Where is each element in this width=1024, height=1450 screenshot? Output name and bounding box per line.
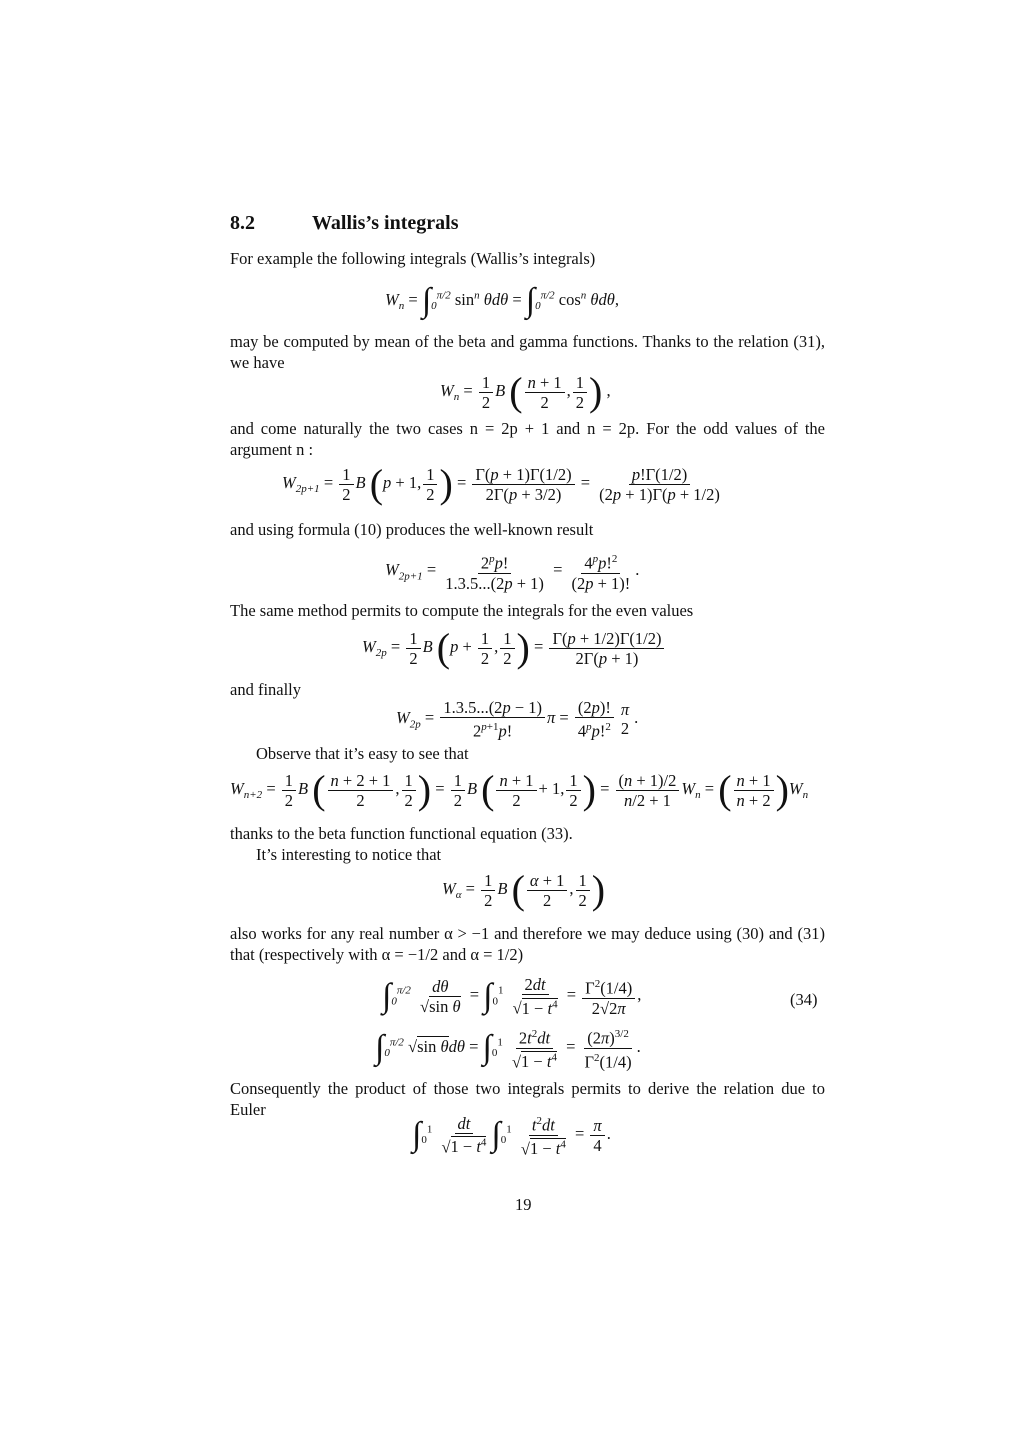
equation-euler: $\int_0^1$ $\frac{dt}{√1 - t^4}$ $\int_0^1$ $\frac{t^2dt}{√1 - t^4}$ = $\frac{\pi}{4}$ . <box>412 1113 611 1158</box>
equation-even-result: $W_{2p}$ = $\frac{1.3.5...(2p - 1)}{2^{p+1}p!}$ π = $\frac{(2p)!}{4^pp!^2}$ π 2 . <box>396 698 639 741</box>
paragraph: For example the following integrals (Wallis’s integrals) <box>230 249 596 268</box>
equation-34-line2: $\int_0^{\pi/2}$ √sin $\theta d\theta = \int_0^1$ $\frac{2t^2dt}{√1 - t^4}$ = $\frac{(2\pi)^{3/2}}{\Gamma^2(1/4)}$ . <box>375 1025 641 1071</box>
equation-wn-beta: $W_n$ = $\frac{1}{2}$ B ( $\frac{n + 1}{2}$ , $\frac{1}{2}$ ) , <box>440 369 611 414</box>
equation-even-case: $W_{2p}$ = $\frac{1}{2}$ B (p + $\frac{1}{2}$ , $\frac{1}{2}$ ) = $\frac{\Gamma(p + 1/2)\Gamma(1/2)}{2\Gamma(p + 1)}$ <box>362 628 666 668</box>
equation-walpha: $W_\alpha$ = $\frac{1}{2}$ B ( $\frac{\alpha + 1}{2}$ , $\frac{1}{2}$ ) <box>442 867 606 912</box>
paragraph: and using formula (10) produces the well-known result <box>230 520 594 539</box>
section-heading <box>230 212 458 235</box>
equation-34-line1: $\int_0^{\pi/2}$ $\frac{d\theta}{\text{√sin θ}}$ = $\int_0^1$ $\frac{2dt}{√1 - t^4}$ = $\frac{\Gamma^2(1/4)}{2√2\pi}$ , <box>382 975 642 1018</box>
equation-wallis-definition: $W_n = \int_0^{\pi/2}$ $\sin^n \theta d\theta = \int_0^{\pi/2}$ $\cos^n \theta d\theta$, <box>385 282 620 319</box>
paragraph: thanks to the beta function functional equation (33). <box>230 824 573 843</box>
equation-recurrence: $W_{n+2}$ = $\frac{1}{2}$ B ( $\frac{n + 2 + 1}{2}$ , $\frac{1}{2}$ ) = $\frac{1}{2}$ B ( $\frac{n + 1}{2}$ + 1, $\frac{1}{2}$ ) = $\frac{(n + 1)/2}{n/2 + 1}$ $W_n$ = ( $\frac{n + 1}{n + 2}$ )$W_n$ <box>230 767 809 812</box>
equation-number: (34) <box>790 990 818 1009</box>
paragraph: also works for any real number α > −1 and therefore we may deduce using (30) and (31) that (respectively with α = −1/2 and α = 1/2) <box>230 924 825 964</box>
paragraph: and finally <box>230 680 302 699</box>
paragraph: Consequently the product of those two integrals permits to derive the relation due to Euler <box>230 1079 825 1119</box>
section-title: Wallis’s integrals <box>312 212 459 234</box>
equation-odd-case: $W_{2p+1}$ = $\frac{1}{2}$ B (p + 1, $\frac{1}{2}$ ) = $\frac{\Gamma(p + 1)\Gamma(1/2)}{2\Gamma(p + 3/2)}$ = $\frac{p!\Gamma(1/2)}{(2p + 1)\Gamma(p + 1/2)}$ <box>282 461 720 506</box>
paragraph: and come naturally the two cases n = 2p + 1 and n = 2p. For the odd values of the argument n : <box>230 419 825 459</box>
section-number: 8.2 <box>230 212 255 234</box>
paragraph: may be computed by mean of the beta and gamma functions. Thanks to the relation (31), we have <box>230 332 825 372</box>
paragraph: Observe that it’s easy to see that <box>256 744 469 763</box>
paragraph: It’s interesting to notice that <box>256 845 442 864</box>
page-number: 19 <box>515 1195 532 1214</box>
paragraph: The same method permits to compute the integrals for the even values <box>230 601 694 620</box>
equation-odd-result: $W_{2p+1}$ = $\frac{2^pp!}{1.3.5...(2p + 1)}$ = $\frac{4^pp!^2}{(2p + 1)!}$ . <box>385 550 639 593</box>
